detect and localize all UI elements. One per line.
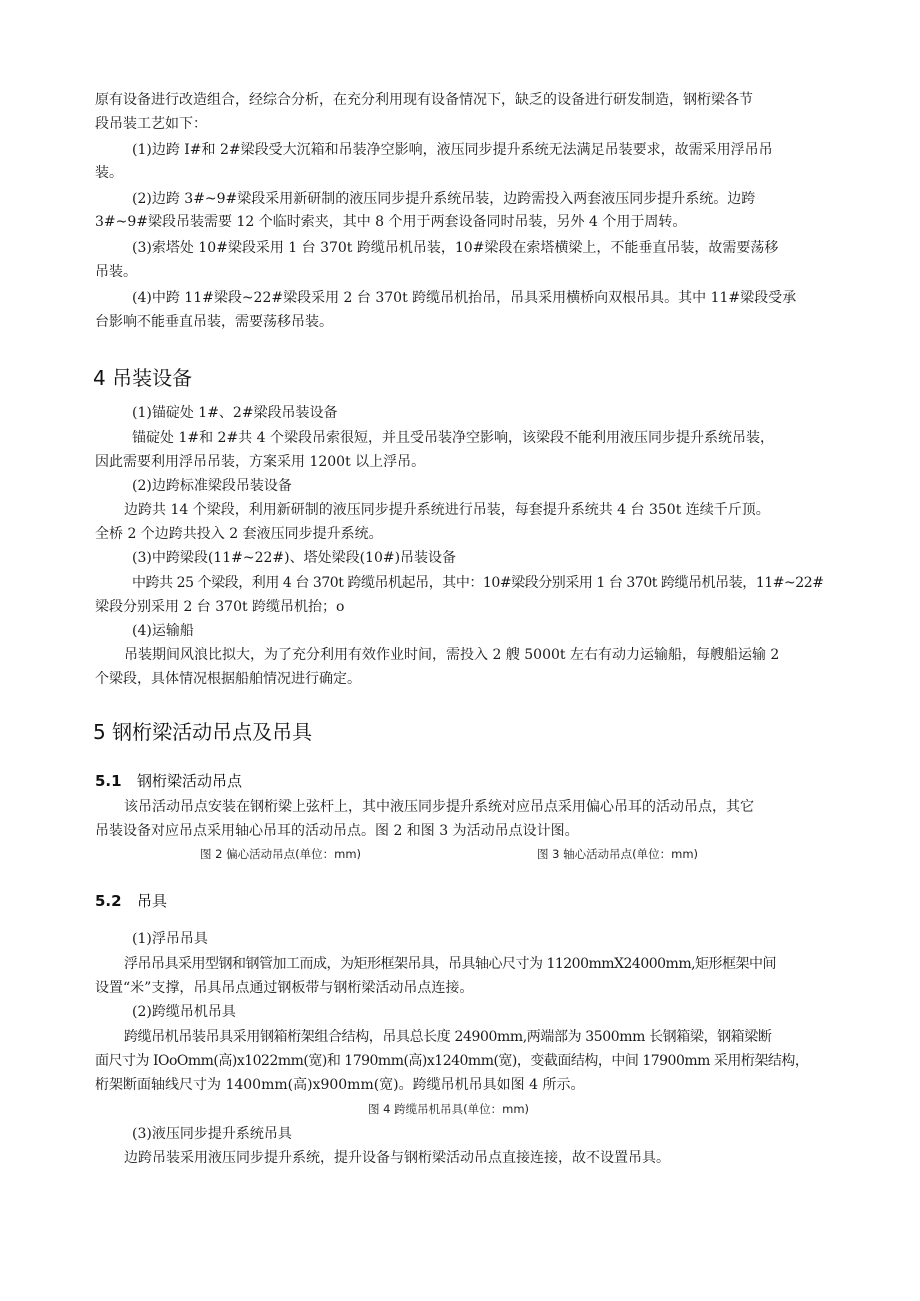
s52-sub-3-line-1: 边跨吊装采用液压同步提升系统，提升设备与钢桁梁活动吊点直接连接，故不设置吊具。 xyxy=(124,1150,670,1166)
section-5-1-title: 钢桁梁活动吊点 xyxy=(137,772,243,790)
section-5-1-number: 5.1 xyxy=(95,772,122,790)
s4-sub-4-line-1: 吊装期间风浪比拟大，为了充分利用有效作业时间，需投入 2 艘 5000t 左右有动力运输船，每艘船运输 2 xyxy=(124,647,780,663)
intro-item-4-line-1: (4)中跨 11#梁段~22#梁段采用 2 台 370t 跨缆吊机抬吊，吊具采用横桥向双根吊具。其中 11#梁段受承 xyxy=(132,290,797,306)
s4-sub-3-line-2: 梁段分别采用 2 台 370t 跨缆吊机抬；o xyxy=(95,599,345,615)
s52-sub-3-title: (3)液压同步提升系统吊具 xyxy=(132,1126,292,1142)
intro-item-4-line-2: 台影响不能垂直吊装，需要荡移吊装。 xyxy=(95,314,333,330)
figure-4-caption: 图 4 跨缆吊机吊具(单位：mm) xyxy=(368,1102,530,1116)
section-5-2-number: 5.2 xyxy=(95,892,122,910)
s4-sub-3-line-1: 中跨共 25 个梁段，利用 4 台 370t 跨缆吊机起吊，其中：10#梁段分别采用 1 台 370t 跨缆吊机吊装，11#~22# xyxy=(132,575,824,591)
section-5-2-title: 吊具 xyxy=(137,892,168,910)
s52-sub-1-line-2: 设置“米”支撑，吊具吊点通过钢板带与钢桁梁活动吊点连接。 xyxy=(95,980,474,996)
section-5-2-heading xyxy=(95,890,167,912)
s4-sub-1-line-2: 因此需要利用浮吊吊装，方案采用 1200t 以上浮吊。 xyxy=(95,454,426,470)
s51-line-1: 该吊活动吊点安装在钢桁梁上弦杆上，其中液压同步提升系统对应吊点采用偏心吊耳的活动吊点，其它 xyxy=(124,799,754,815)
s4-sub-2-title: (2)边跨标准梁段吊装设备 xyxy=(132,478,292,494)
s52-sub-2-title: (2)跨缆吊机吊具 xyxy=(132,1004,236,1020)
s52-sub-2-line-3: 桁架断面轴线尺寸为 1400mm(高)x900mm(宽)。跨缆吊机吊具如图 4 所示。 xyxy=(95,1077,585,1093)
figure-3-caption: 图 3 轴心活动吊点(单位：mm) xyxy=(537,847,699,861)
s52-sub-2-line-2: 面尺寸为 IOoOmm(高)x1022mm(宽)和 1790mm(高)x1240mm(宽)，变截面结构，中间 17900mm 采用桁架结构， xyxy=(95,1053,809,1069)
s4-sub-4-title: (4)运输船 xyxy=(132,623,194,639)
intro-item-2-line-1: (2)边跨 3#~9#梁段采用新研制的液压同步提升系统吊装，边跨需投入两套液压同步提升系统。边跨 xyxy=(132,191,756,207)
s4-sub-3-title: (3)中跨梁段(11#~22#)、塔处梁段(10#)吊装设备 xyxy=(132,550,457,566)
s4-sub-2-line-1: 边跨共 14 个梁段，利用新研制的液压同步提升系统进行吊装，每套提升系统共 4 台 350t 连续千斤顶。 xyxy=(124,502,770,518)
section-4-heading: 4 吊装设备 xyxy=(93,366,193,390)
figure-2-caption: 图 2 偏心活动吊点(单位：mm) xyxy=(200,847,362,861)
intro-item-1-line-1: (1)边跨 I#和 2#梁段受大沉箱和吊装净空影响，液压同步提升系统无法满足吊装要求，故需采用浮吊吊 xyxy=(132,142,773,158)
s52-sub-2-line-1: 跨缆吊机吊装吊具采用钢箱桁架组合结构，吊具总长度 24900mm,两端部为 3500mm 长钢箱梁，钢箱梁断 xyxy=(124,1029,772,1045)
s4-sub-2-line-2: 全桥 2 个边跨共投入 2 套液压同步提升系统。 xyxy=(95,526,383,542)
s4-sub-4-line-2: 个梁段，具体情况根据船舶情况进行确定。 xyxy=(95,671,361,687)
s52-sub-1-line-1: 浮吊吊具采用型钢和钢管加工而成，为矩形框架吊具，吊具轴心尺寸为 11200mmX24000mm,矩形框架中间 xyxy=(124,956,777,972)
intro-item-2-line-2: 3#~9#梁段吊装需要 12 个临时索夹，其中 8 个用于两套设备同时吊装，另外 4 个用于周转。 xyxy=(95,214,687,230)
s52-sub-1-title: (1)浮吊吊具 xyxy=(132,931,208,947)
intro-item-3-line-1: (3)索塔处 10#梁段采用 1 台 370t 跨缆吊机吊装，10#梁段在索塔横梁上，不能垂直吊装，故需要荡移 xyxy=(132,240,779,256)
section-5-heading: 5 钢桁梁活动吊点及吊具 xyxy=(93,720,313,744)
s51-line-2: 吊装设备对应吊点采用轴心吊耳的活动吊点。图 2 和图 3 为活动吊点设计图。 xyxy=(95,823,579,839)
intro-line-1: 原有设备进行改造组合，经综合分析，在充分利用现有设备情况下，缺乏的设备进行研发制造，钢桁梁各节 xyxy=(95,92,753,108)
section-5-1-heading xyxy=(95,770,242,792)
intro-item-3-line-2: 吊装。 xyxy=(95,264,137,280)
s4-sub-1-line-1: 锚碇处 1#和 2#共 4 个梁段吊索很短，并且受吊装净空影响，该梁段不能利用液压同步提升系统吊装， xyxy=(132,430,774,446)
intro-line-2: 段吊装工艺如下： xyxy=(95,116,207,132)
intro-item-1-line-2: 装。 xyxy=(95,165,123,181)
s4-sub-1-title: (1)锚碇处 1#、2#梁段吊装设备 xyxy=(132,405,338,421)
